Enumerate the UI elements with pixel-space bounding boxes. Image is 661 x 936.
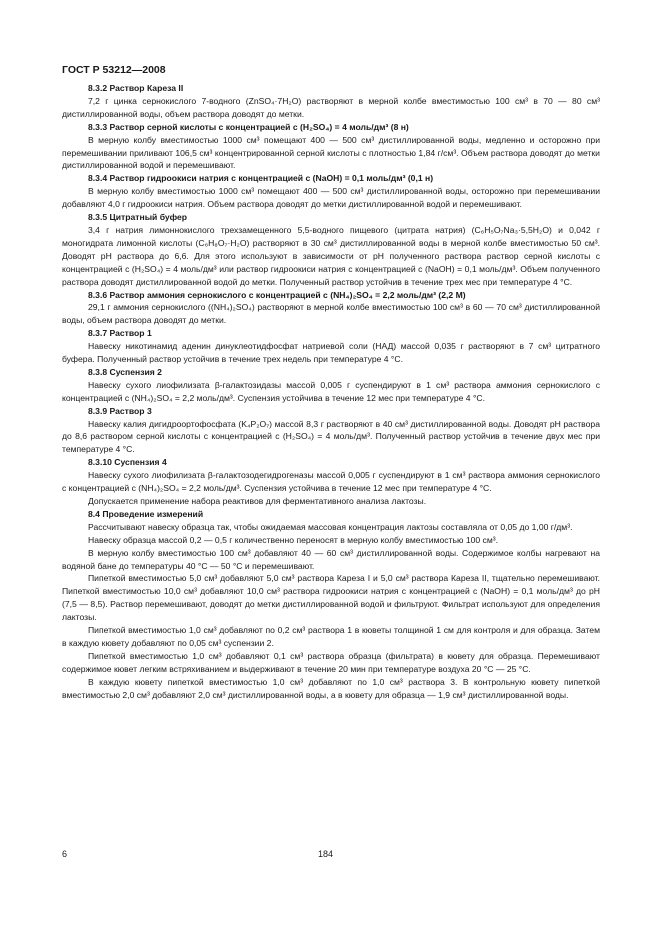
section-heading: 8.3.8 Суспензия 2 <box>88 366 162 377</box>
paragraph: Навеску никотинамид аденин динуклеотидфосфат натриевой соли (НАД) массой 0,035 г растворяют в 7 см³ цитратного буфера. Полученный раствор устойчив в течение трех недель при температуре 4 °С. <box>62 341 600 365</box>
section-heading: 8.3.10 Суспензия 4 <box>88 457 167 468</box>
section-heading: 8.3.2 Раствор Кареза II <box>88 83 184 93</box>
paragraph: В мерную колбу вместимостью 100 см³ добавляют 40 — 60 см³ дистиллированной воды. Содержимое колбы нагревают на водяной бане до температуры 40 °С — 50 °С и перемешивают. <box>62 547 600 571</box>
section-heading: 8.3.6 Раствор аммония сернокислого с концентрацией c (NH₄)₂SO₄ = 2,2 моль/дм³ (2,2 М) <box>88 289 466 300</box>
paragraph: 7,2 г цинка сернокислого 7-водного (ZnSO₄·7H₂O) растворяют в мерной колбе вместимостью 100 см³ в 70 — 80 см³ дистиллированной воды, объем раствора доводят до метки. <box>62 95 600 119</box>
paragraph: В каждую кювету пипеткой вместимостью 1,0 см³ добавляют по 1,0 см³ раствора 3. В контрольную кювету пипеткой вместимостью 2,0 см³ добавляют 2,0 см³ дистиллированной воды, а в кювету для образца — 1,9 см³ дистиллированной воды. <box>62 676 600 700</box>
section-heading: 8.3.3 Раствор серной кислоты с концентрацией c (H₂SO₄) = 4 моль/дм³ (8 н) <box>88 121 409 132</box>
paragraph: 29,1 г аммония сернокислого ((NH₄)₂SO₄) растворяют в мерной колбе вместимостью 100 см³ в 60 — 70 см³ дистиллированной воды, объем раствора доводят до метки. <box>62 302 600 326</box>
document-page <box>62 64 600 702</box>
section-heading: 8.3.7 Раствор 1 <box>88 328 152 339</box>
paragraph: 3,4 г натрия лимоннокислого трехзамещенного 5,5-водного пищевого (цитрата натрия) (C₆H₅O₇Na₃·5,5H₂O) и 0,042 г моногидрата лимонной кислоты (C₆H₈O₇·H₂O) растворяют в 30 см³ дистиллированной воды в мерной колбе вместимостью 50 см³. Доводят рН раствора до 6,6. Для этого используют в зависимости от рН полученного раствора раствор серной кислоты с концентрацией c (H₂SO₄) = 4 моль/дм³ или раствор гидроокиси натрия с концентрацией c (NaOH) = 0,1 моль/дм³. Объем полученного раствора доводят дистиллированной водой до метки. Полученный раствор устойчив в течение трех мес при температуре 4 °С. <box>62 224 600 287</box>
paragraph: Допускается применение набора реактивов для ферментативного анализа лактозы. <box>88 496 427 506</box>
section-heading: 8.4 Проведение измерений <box>88 508 204 519</box>
page-number-left: 6 <box>62 849 68 859</box>
paragraph: Пипеткой вместимостью 1,0 см³ добавляют 0,1 см³ раствора образца (фильтрата) в кювету для образца. Перемешивают содержимое кювет легким встряхиванием и выдерживают в течение 20 мин при температуре воздуха 20 °С — 25 °С. <box>62 650 600 674</box>
paragraph: Пипеткой вместимостью 1,0 см³ добавляют по 0,2 см³ раствора 1 в кюветы толщиной 1 см для контроля и для образца. Затем в каждую кювету добавляют по 0,05 см³ суспензии 2. <box>62 625 600 648</box>
section-heading: 8.3.9 Раствор 3 <box>88 405 152 416</box>
paragraph: Навеску сухого лиофилизата β-галактозодегидрогеназы массой 0,005 г суспендируют в 1 см³ раствора аммония сернокислого с концентрацией c (NH₄)₂SO₄ = 2,2 моль/дм³. Суспензия устойчива в течение 12 мес при температуре 4 °С. <box>62 470 600 494</box>
section-heading: 8.3.4 Раствор гидроокиси натрия с концентрацией c (NaOH) = 0,1 моль/дм³ (0,1 н) <box>88 173 434 184</box>
paragraph: Рассчитывают навеску образца так, чтобы ожидаемая массовая концентрация лактозы составляла от 0,05 до 1,00 г/дм³. <box>88 521 573 532</box>
paragraph: Пипеткой вместимостью 5,0 см³ добавляют 5,0 см³ раствора Кареза I и 5,0 см³ раствора Кареза II, тщательно перемешивают. Пипеткой вместимостью 10,0 см³ добавляют 10,0 см³ раствора гидроокиси натрия с концентрацией c (NaOH) = 0,1 моль/дм³ до рН (7,5 — 8,5). Раствор перемешивают, доводят до метки дистиллированной водой и фильтруют. Фильтрат используют для определения лактозы. <box>62 573 600 623</box>
document-header: ГОСТ Р 53212—2008 <box>62 64 166 76</box>
paragraph: Навеску сухого лиофилизата β-галактозидазы массой 0,005 г суспендируют в 1 см³ раствора аммония сернокислого с концентрацией c (NH₄)₂SO₄ = 2,2 моль/дм³. Суспензия устойчива в течение 12 мес при температуре 4 °С. <box>62 379 600 403</box>
document-body <box>62 82 600 702</box>
section-heading: 8.3.5 Цитратный буфер <box>88 212 188 223</box>
paragraph: В мерную колбу вместимостью 1000 см³ помещают 400 — 500 см³ дистиллированной воды, осторожно при перемешивании добавляют 4,0 г гидроокиси натрия. Объем раствора доводят до метки дистиллированной водой и перемешивают. <box>62 186 600 210</box>
paragraph: Навеску образца массой 0,2 — 0,5 г количественно переносят в мерную колбу вместимостью 100 см³. <box>88 534 499 545</box>
paragraph: В мерную колбу вместимостью 1000 см³ помещают 400 — 500 см³ дистиллированной воды, медленно и осторожно при перемешивании приливают 106,5 см³ концентрированной серной кислоты с плотностью 1,84 г/см³. Объем раствора доводят до метки дистиллированной водой и перемешивают. <box>62 134 600 171</box>
paragraph: Навеску калия дигидроортофосфата (K₄P₂O₇) массой 8,3 г растворяют в 40 см³ дистиллированной воды. Доводят рН раствора до 8,6 раствором серной кислоты с концентрацией c (H₂SO₄) = 4 моль/дм³. Полученный раствор устойчив в течение двух мес при температуре 4 °С. <box>62 418 600 455</box>
page-number-center: 184 <box>318 849 334 859</box>
